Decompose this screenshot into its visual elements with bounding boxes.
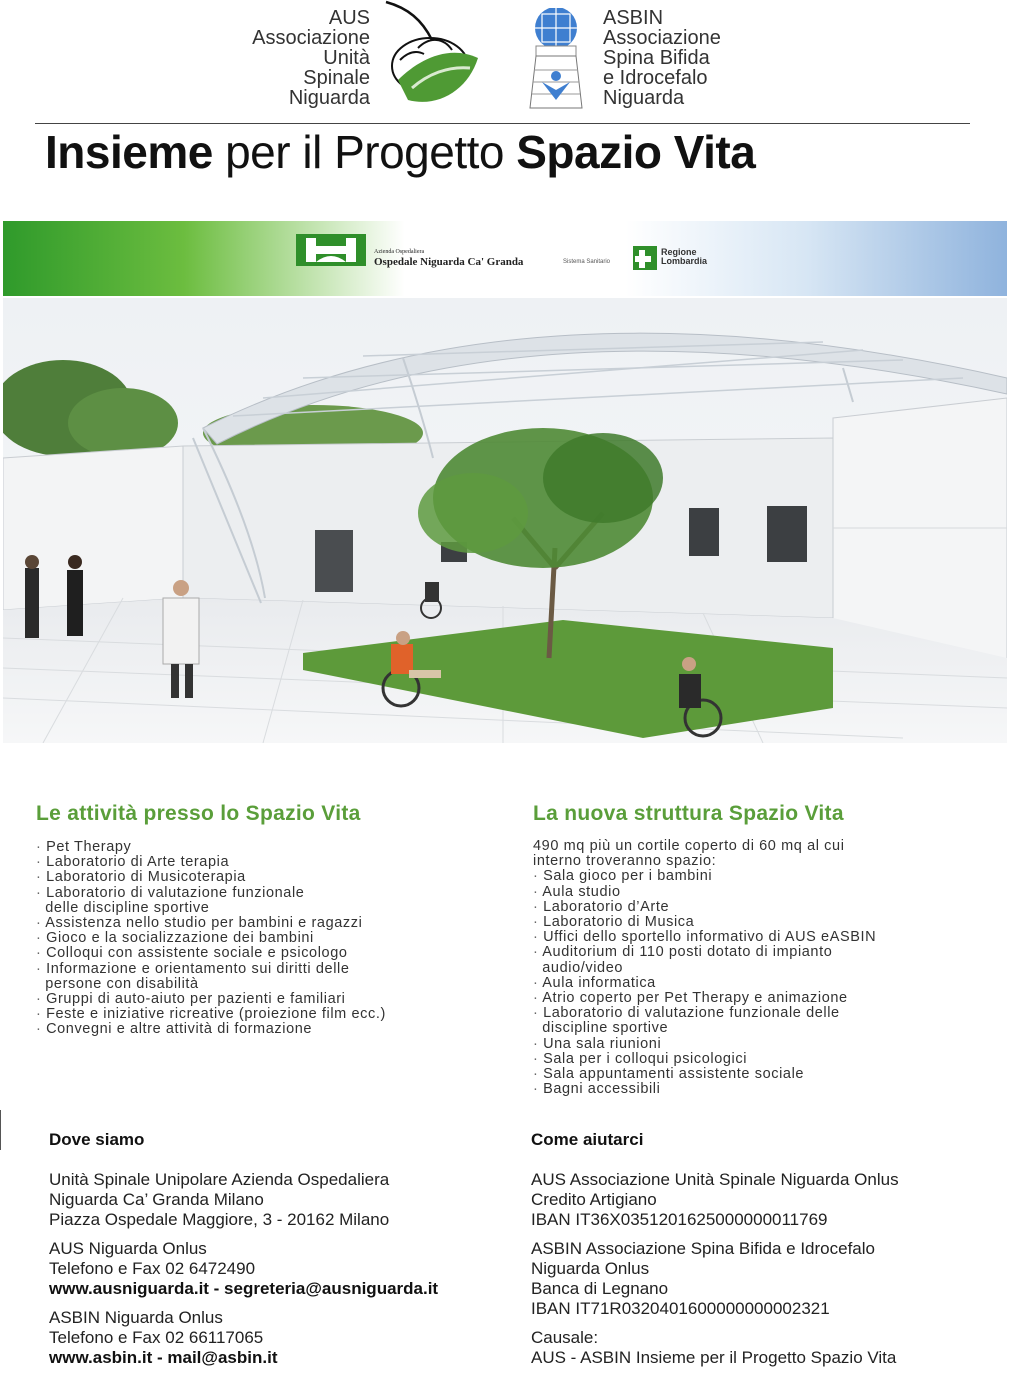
list-item: · Sala appuntamenti assistente sociale (533, 1066, 805, 1083)
title-word-spazio-vita: Spazio Vita (516, 126, 756, 178)
asbin-iban: IBAN IT71R0320401600000000002321 (531, 1299, 830, 1318)
regione-line: Lombardia (661, 256, 708, 266)
list-item: · Aula informatica (533, 974, 656, 991)
list-item: · Informazione e orientamento sui diritti delle (36, 960, 350, 977)
list-item-text: Sala appuntamenti assistente sociale (543, 1066, 805, 1083)
list-item-text: Uffici dello sportello informativo di AUS eASBIN (543, 929, 877, 946)
list-item-text: Laboratorio di Musica (543, 914, 695, 931)
list-item-text: persone con disabilità (45, 975, 199, 992)
list-item: · Pet Therapy (36, 839, 132, 855)
asbin-line: Niguarda (603, 87, 685, 109)
regione-line: Regione (661, 247, 697, 257)
asbin-line: Associazione (603, 27, 721, 49)
asbin-line: e Idrocefalo (603, 67, 708, 89)
aus-name-block (200, 8, 370, 108)
list-item: · Uffici dello sportello informativo di AUS eASBIN (533, 929, 877, 946)
hospital-name: Ospedale Niguarda Ca' Granda (374, 256, 524, 268)
activities-list (36, 840, 386, 1038)
list-item-text: Bagni accessibili (543, 1081, 661, 1098)
niguarda-logo-icon (296, 234, 366, 266)
structure-heading: La nuova struttura Spazio Vita (533, 802, 844, 825)
list-item: · Laboratorio d’Arte (533, 898, 670, 915)
list-item-text: Gruppi di auto-aiuto per pazienti e familiari (46, 991, 346, 1008)
edge-mark (0, 1110, 1, 1150)
list-item: · Sala per i colloqui psicologici (533, 1050, 748, 1067)
list-item-text: Assistenza nello studio per bambini e ragazzi (45, 915, 363, 932)
aus-bank-line: Credito Artigiano (531, 1190, 657, 1209)
aus-iban: IBAN IT36X0351201625000000011769 (531, 1210, 828, 1229)
asbin-bank-block (531, 1239, 875, 1319)
list-item-text: Pet Therapy (46, 839, 132, 855)
title-middle: per il Progetto (212, 126, 517, 178)
aus-contact-phone: Telefono e Fax 02 6472490 (49, 1259, 256, 1278)
list-item-continued (533, 961, 876, 976)
structure-intro: interno troveranno spazio: (533, 853, 717, 870)
list-item: · Laboratorio di Musicoterapia (36, 869, 246, 886)
list-item-text: Gioco e la socializzazione dei bambini (46, 930, 314, 947)
asbin-web-email-link[interactable]: www.asbin.it - mail@asbin.it (49, 1348, 278, 1367)
list-item: · Sala gioco per i bambini (533, 868, 713, 885)
asbin-contact-phone: Telefono e Fax 02 66117065 (49, 1328, 264, 1347)
aus-web-email-link[interactable]: www.ausniguarda.it - segreteria@ausniguarda.it (49, 1279, 439, 1298)
list-item: · Aula studio (533, 883, 621, 900)
sistema-sanitario-label: Sistema Sanitario (563, 259, 611, 265)
list-item-text: Atrio coperto per Pet Therapy e animazione (542, 990, 848, 1007)
list-item-text: Informazione e orientamento sui diritti delle (46, 960, 350, 977)
regione-lombardia-label (661, 248, 707, 266)
aus-line: Unità (323, 47, 370, 69)
list-item: · Assistenza nello studio per bambini e ragazzi (36, 915, 363, 932)
causale-block (531, 1328, 896, 1368)
list-item: · Laboratorio di Musica (533, 914, 695, 931)
list-item-text: Laboratorio di valutazione funzionale (46, 884, 305, 901)
list-item: · Gioco e la socializzazione dei bambini (36, 930, 314, 947)
list-item-text: Sala per i colloqui psicologici (543, 1050, 748, 1067)
aus-line: Niguarda (288, 87, 370, 109)
list-item: · Atrio coperto per Pet Therapy e animazione (533, 990, 848, 1007)
list-item-text: audio/video (542, 959, 624, 976)
aus-contact-block (49, 1239, 438, 1299)
dove-siamo-heading: Dove siamo (49, 1130, 145, 1149)
list-item: · Una sala riunioni (533, 1035, 662, 1052)
address-line: Niguarda Ca’ Granda Milano (49, 1190, 264, 1209)
list-item-text: Laboratorio di Arte terapia (46, 854, 230, 871)
list-item-text: Una sala riunioni (543, 1035, 662, 1052)
regione-lombardia-logo-icon (633, 246, 657, 270)
asbin-line: Spina Bifida (603, 47, 710, 69)
list-item-text: Laboratorio di valutazione funzionale delle (543, 1005, 840, 1022)
address-line: Piazza Ospedale Maggiore, 3 - 20162 Milano (49, 1210, 390, 1229)
asbin-bank-line: Niguarda Onlus (531, 1259, 650, 1278)
page-title (45, 122, 975, 182)
asbin-logo-icon (522, 8, 586, 110)
list-item: · Gruppi di auto-aiuto per pazienti e familiari (36, 991, 346, 1008)
asbin-line: ASBIN (603, 7, 664, 29)
address-line: Unità Spinale Unipolare Azienda Ospedaliera (49, 1170, 390, 1189)
aus-line: Spinale (303, 67, 370, 89)
aus-contact-name: AUS Niguarda Onlus (49, 1239, 207, 1258)
list-item-text: Laboratorio di Musicoterapia (46, 869, 246, 886)
spazio-vita-rendering (3, 298, 1007, 743)
aus-logo-icon (378, 0, 488, 112)
list-item-continued (533, 1021, 876, 1036)
list-item-text: Aula informatica (542, 974, 656, 991)
list-item-text: Feste e iniziative ricreative (proiezione film ecc.) (46, 1006, 386, 1023)
causale-label: Causale: (531, 1328, 599, 1347)
list-item: · Laboratorio di valutazione funzionale (36, 884, 305, 901)
list-item-text: Colloqui con assistente sociale e psicologo (46, 945, 348, 962)
list-item: · Laboratorio di valutazione funzionale delle (533, 1005, 840, 1022)
list-item: · Bagni accessibili (533, 1081, 661, 1098)
list-item-text: Laboratorio d’Arte (543, 898, 670, 915)
list-item-text: Aula studio (542, 883, 621, 900)
aus-line: Associazione (252, 27, 370, 49)
hospital-subtitle: Azienda Ospedaliera (374, 249, 425, 255)
list-item: · Laboratorio di Arte terapia (36, 854, 230, 871)
list-item-text: Sala gioco per i bambini (543, 868, 713, 885)
aus-line: AUS (328, 7, 370, 29)
activities-heading: Le attività presso lo Spazio Vita (36, 802, 361, 825)
structure-list (533, 839, 876, 1097)
asbin-name-block (603, 8, 823, 108)
asbin-bank-line: ASBIN Associazione Spina Bifida e Idrocefalo (531, 1239, 875, 1258)
list-item: · Colloqui con assistente sociale e psicologo (36, 945, 348, 962)
list-item: · Feste e iniziative ricreative (proiezione film ecc.) (36, 1006, 386, 1023)
aus-bank-block (531, 1170, 899, 1230)
list-item: · Auditorium di 110 posti dotato di impianto (533, 944, 833, 961)
asbin-contact-name: ASBIN Niguarda Onlus (49, 1308, 223, 1327)
list-item-text: Convegni e altre attività di formazione (46, 1021, 313, 1038)
list-item: · Convegni e altre attività di formazione (36, 1021, 313, 1038)
aus-bank-line: AUS Associazione Unità Spinale Niguarda Onlus (531, 1170, 899, 1189)
title-word-insieme: Insieme (45, 126, 213, 178)
come-aiutarci-heading: Come aiutarci (531, 1130, 644, 1149)
structure-intro: 490 mq più un cortile coperto di 60 mq al cui (533, 838, 845, 854)
list-item-continued (36, 901, 386, 916)
list-item-text: discipline sportive (542, 1020, 669, 1037)
list-item-text: delle discipline sportive (45, 899, 210, 916)
asbin-bank-line: Banca di Legnano (531, 1279, 669, 1298)
asbin-contact-block (49, 1308, 277, 1368)
list-item-text: Auditorium di 110 posti dotato di impianto (542, 944, 833, 961)
address-block (49, 1170, 389, 1230)
list-item-continued (36, 977, 386, 992)
causale-text: AUS - ASBIN Insieme per il Progetto Spazio Vita (531, 1348, 897, 1367)
